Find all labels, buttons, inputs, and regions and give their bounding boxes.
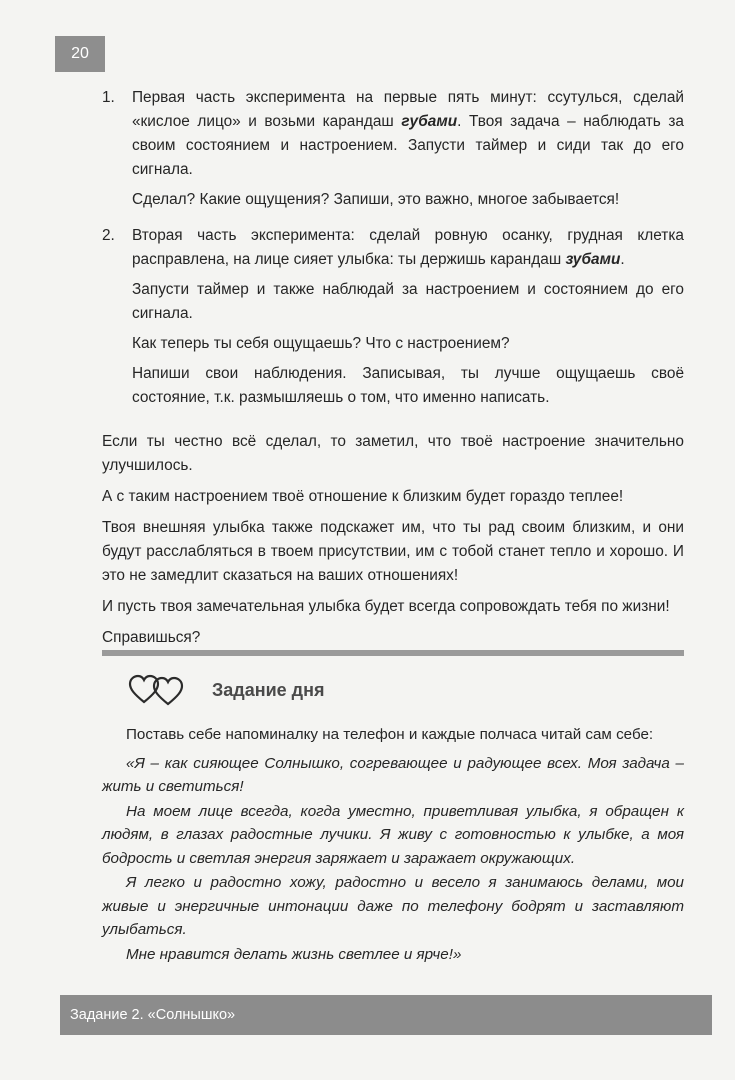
page-number: 20 — [55, 36, 105, 72]
paragraph: Справишься? — [102, 629, 201, 646]
task-title: Задание дня — [212, 679, 325, 700]
list-number: 1. — [102, 89, 115, 106]
paragraph: Твоя внешняя улыбка также подскажет им, что ты рад своим близким, и они будут расслабляться в твоем присутствии, им с тобой станет тепло и хорошо. И это не замедлит сказаться на ваших отношениях! — [102, 519, 684, 584]
paragraph: Первая часть эксперимента на первые пять минут: ссутулься, сделай «кислое лицо» и возьми карандаш губами. Твоя задача – наблюдать за своим состоянием и настроением. Запусти таймер и сиди так до его сигнала. — [132, 89, 684, 178]
quote-line: «Я – как сияющее Солнышко, согревающее и радующее всех. Моя задача – жить и светиться! — [102, 754, 684, 795]
quote-line: Я легко и радостно хожу, радостно и весело я занимаюсь делами, мои живые и энергичные интонации даже по телефону бодрят и заставляют улыбаться. — [102, 874, 684, 938]
emphasis: губами — [401, 113, 458, 130]
paragraph: Напиши свои наблюдения. Записывая, ты лучше ощущаешь своё состояние, т.к. размышляешь о том, что именно написать. — [132, 365, 684, 406]
emphasis: зубами — [565, 251, 621, 268]
paragraph: Запусти таймер и также наблюдай за настроением и состоянием до его сигнала. — [132, 281, 684, 322]
paragraph: Вторая часть эксперимента: сделай ровную осанку, грудная клетка расправлена, на лице сияет улыбка: ты держишь карандаш зубами. — [132, 227, 684, 268]
task-body — [102, 723, 684, 967]
main-text — [102, 86, 684, 657]
quote-line: Мне нравится делать жизнь светлее и ярче!» — [126, 945, 462, 963]
section-divider — [102, 650, 684, 656]
task-header — [128, 672, 324, 708]
paragraph: Сделал? Какие ощущения? Запиши, это важно, многое забывается! — [132, 191, 620, 208]
list-number: 2. — [102, 227, 115, 244]
quote-line: На моем лице всегда, когда уместно, приветливая улыбка, я обращен к людям, в глазах радостные лучики. Я живу с готовностью к улыбке, а моя бодрость и светлая энергия заряжает и заражает окружающих. — [102, 802, 684, 867]
paragraph: Если ты честно всё сделал, то заметил, что твоё настроение значительно улучшилось. — [102, 433, 684, 474]
list-item — [102, 224, 684, 416]
paragraph: И пусть твоя замечательная улыбка будет всегда сопровождать тебя по жизни! — [102, 598, 670, 615]
running-footer: Задание 2. «Солнышко» — [60, 995, 712, 1035]
list-item — [102, 86, 684, 218]
task-lead: Поставь себе напоминалку на телефон и каждые полчаса читай сам себе: — [126, 726, 654, 743]
paragraph: Как теперь ты себя ощущаешь? Что с настроением? — [132, 335, 510, 352]
two-hearts-icon — [128, 674, 186, 706]
paragraph: А с таким настроением твоё отношение к близким будет гораздо теплее! — [102, 488, 624, 505]
